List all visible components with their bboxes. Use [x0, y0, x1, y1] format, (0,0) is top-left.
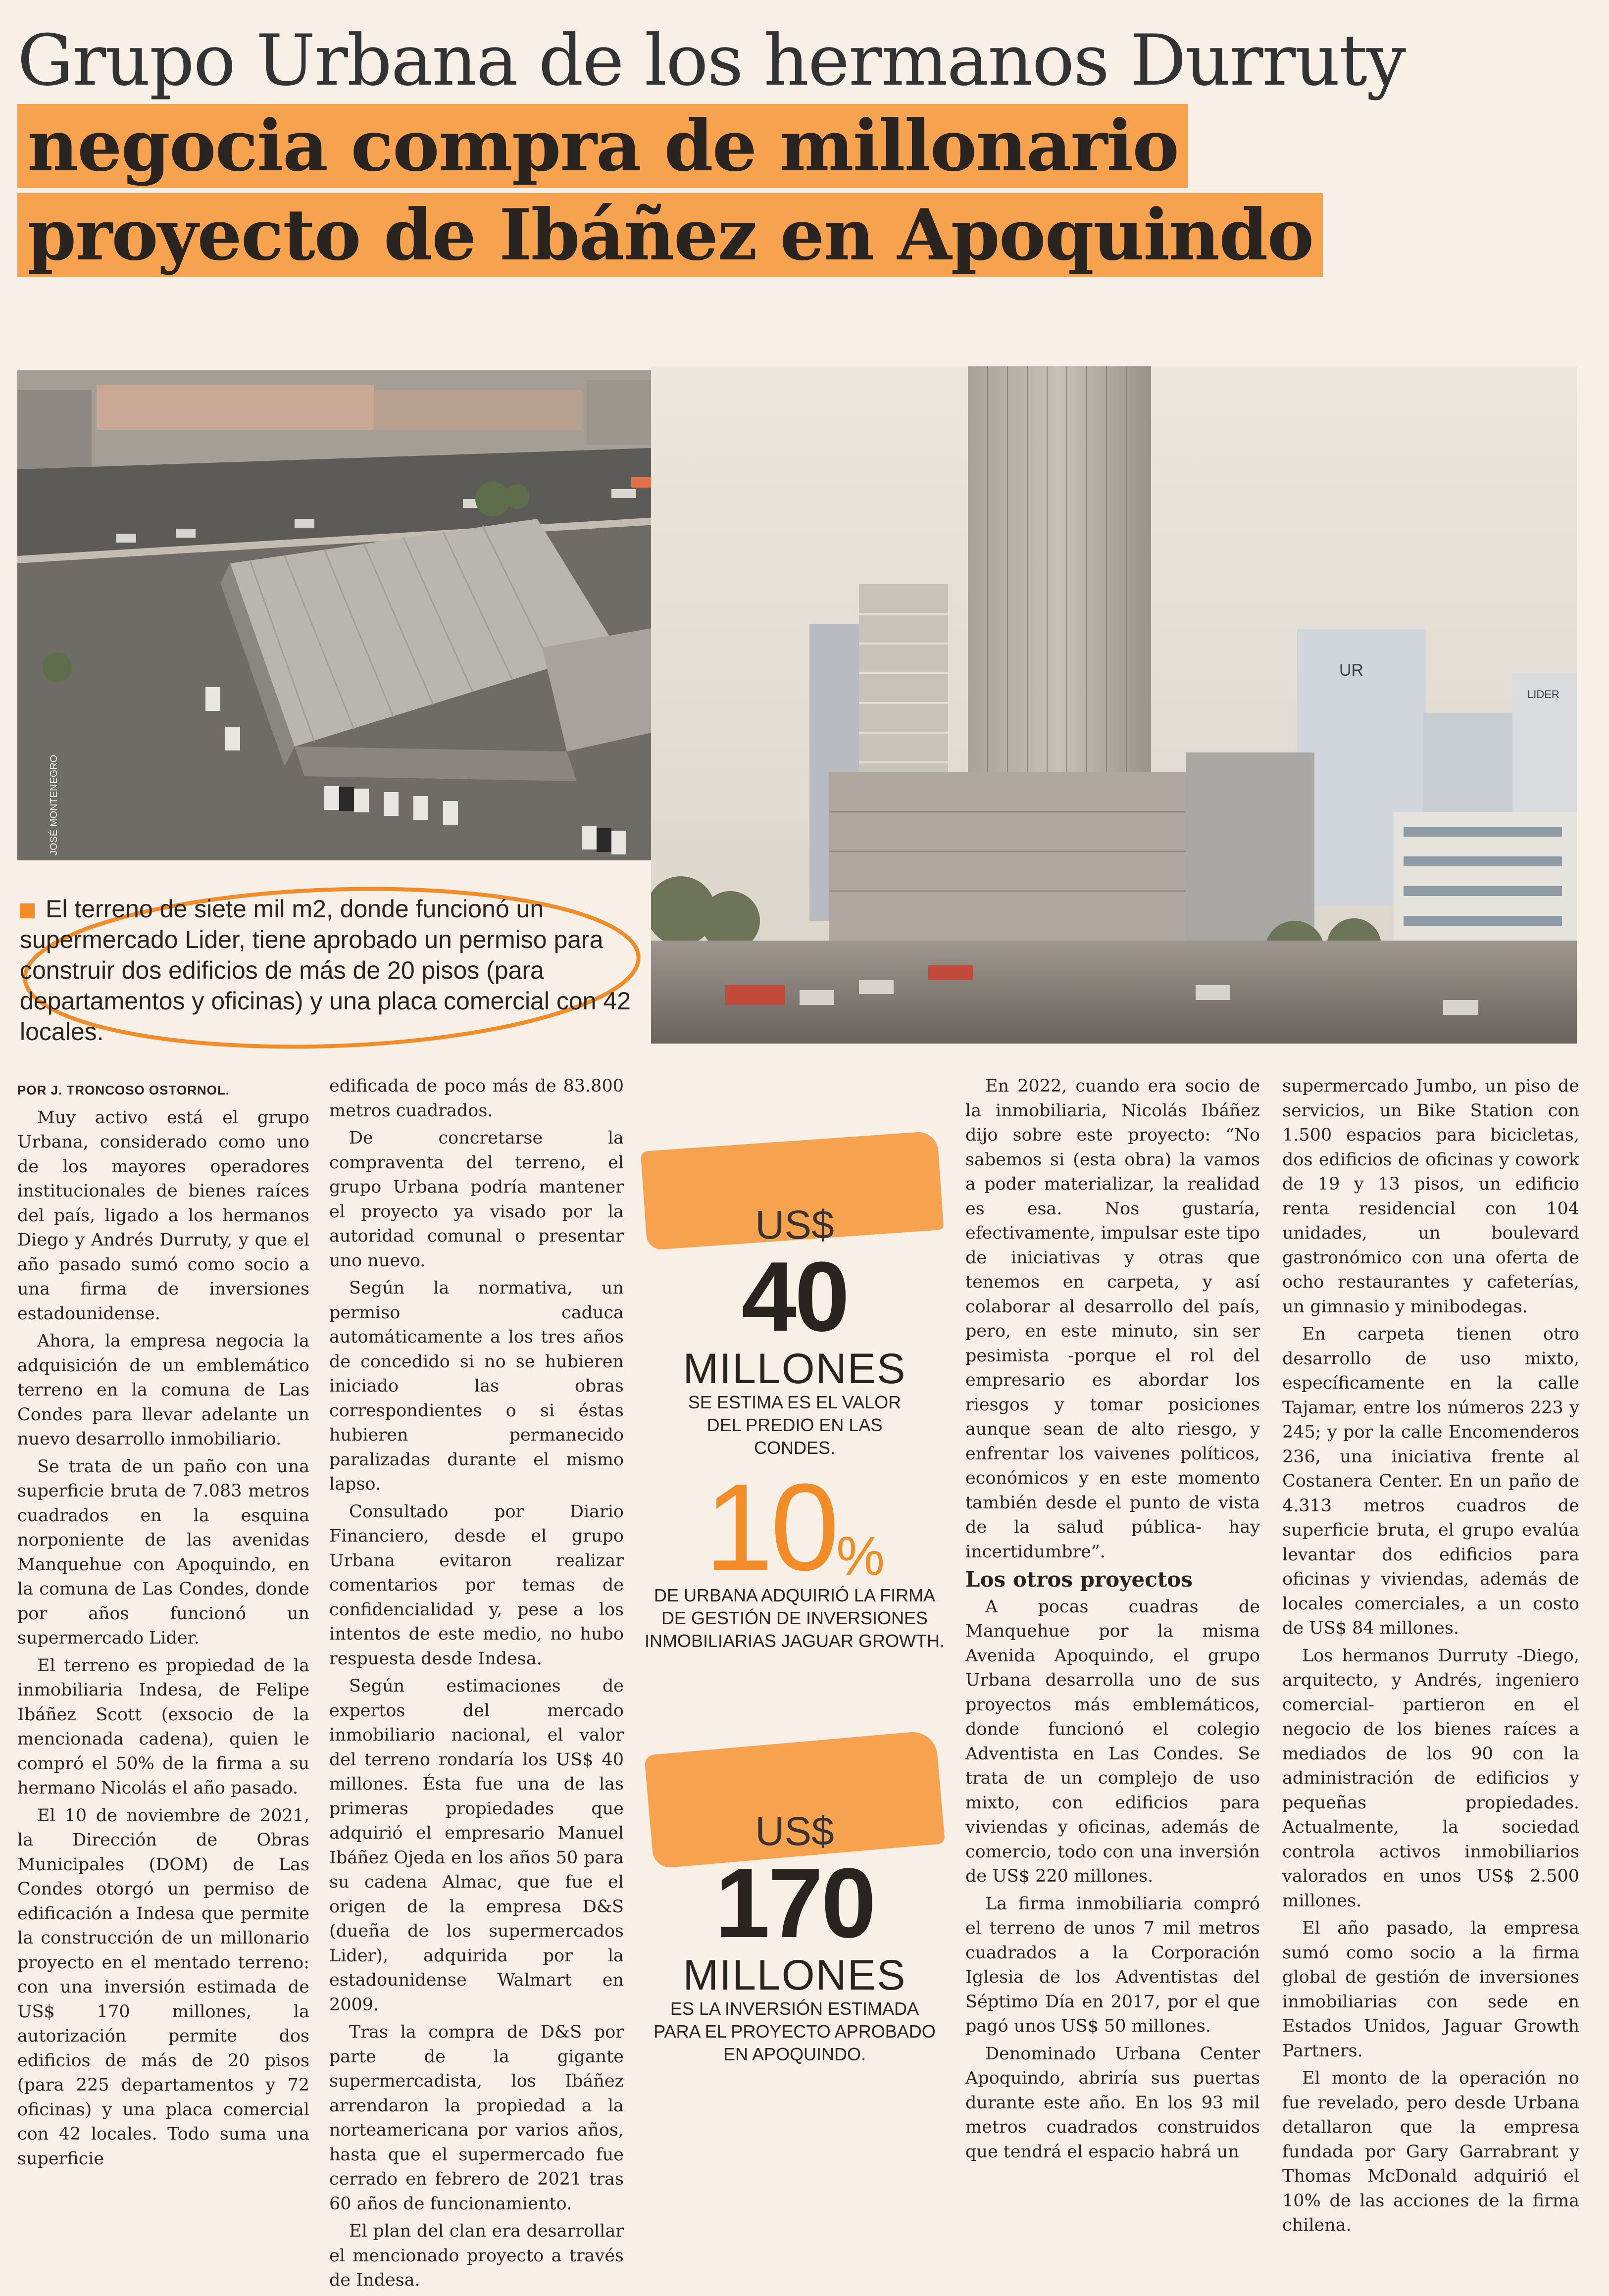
paragraph: Los hermanos Durruty -Diego, arquitecto, y Andrés, ingeniero comercial- partieron en el negocio de los bienes raíces a mediados de los 90 con la administración de edificios y pequeñas propiedades. Actualmente, la sociedad controla activos inmobiliarios valorados en unos US$ 2.500 millones. — [1282, 1646, 1579, 1911]
paragraph: edificada de poco más de 83.800 metros cuadrados. — [329, 1076, 624, 1121]
paragraph: En 2022, cuando era socio de la inmobiliaria, Nicolás Ibáñez dijo sobre este proyecto: “No sabemos si (esta obra) la vamos a poder materializar, la realidad es esa. Nos gustaría, efectivamente, impulsar este tipo de iniciativas y otras que tenemos en carpeta, y así colaborar al desarrollo del país, pero, en este minuto, sin ser pesimista -porque el rol del empresario es abordar los riesgos y tomar posiciones aunque sean de alto riesgo, y enfrentar los vaivenes políticos, económicos y en este momento también desde el punto de vista de la salud pública- hay incertidumbre”. — [965, 1076, 1260, 1562]
aerial-photo-illustration — [17, 370, 755, 860]
paragraph: Según la normativa, un permiso caduca automáticamente a los tres años de concedido si no se hubieren iniciado las obras correspondientes o si éstas hubieren permanecido paralizadas durante el mismo lapso. — [329, 1278, 624, 1494]
stat-currency: US$ — [755, 1202, 834, 1248]
headline-line-1: Grupo Urbana de los hermanos Durruty — [17, 20, 1406, 101]
headline-line-2: negocia compra de millonario — [17, 104, 1188, 188]
paragraph: Ahora, la empresa negocia la adquisición de un emblemático terreno en la comuna de Las Condes para llevar adelante un nuevo desarrollo inmobiliario. — [17, 1331, 309, 1449]
paragraph: De concretarse la compraventa del terreno, el grupo Urbana podría mantener el proyecto ya visado por la autoridad comunal o presentar uno nuevo. — [329, 1128, 624, 1271]
stat-40-millones — [639, 1104, 951, 1459]
paragraph: Se trata de un paño con una superficie bruta de 7.083 metros cuadrados en la esquina norponiente de las avenidas Manquehue con Apoquindo, en la comuna de Las Condes, donde por años funcionó un supermercado Lider. — [17, 1456, 309, 1648]
stat-number: 40 — [741, 1242, 848, 1352]
paragraph: El año pasado, la empresa sumó como socio a la firma global de gestión de inversiones inmobiliarias con sede en Estados Unidos, Jaguar Growth Partners. — [1282, 1918, 1579, 2061]
tower-sign: UR — [1339, 661, 1364, 680]
caption-text: El terreno de siete mil m2, donde funcionó un supermercado Lider, tiene aprobado un permiso para construir dos edificios de más de 20 pisos (para departamentos y oficinas) y una placa comercial con 42 locales. — [20, 895, 631, 1046]
paragraph: La firma inmobiliaria compró el terreno de unos 7 mil metros cuadrados a la Corporación Iglesia de los Adventistas del Séptimo Día en 2017, por el que pagó unos US$ 50 millones. — [965, 1894, 1260, 2036]
paragraph: El terreno es propiedad de la inmobiliaria Indesa, de Felipe Ibáñez Scott (exsocio de la mencionada cadena), quien le compró el 50% de la firma a su hermano Nicolás el año pasado. — [17, 1655, 309, 1798]
project-rendering — [651, 366, 1577, 1044]
paragraph: El 10 de noviembre de 2021, la Dirección de Obras Municipales (DOM) de Las Condes otorgó un permiso de edificación a Indesa que permite la construcción de un millonario proyecto en el mentado terreno: con una inversión estimada de US$ 170 millones, la autorización permite dos edificios de más de 20 pisos (para 225 departamentos y 72 oficinas) y una placa comercial con 42 locales. Todo suma una superficie — [17, 1805, 309, 2169]
headline-line-3: proyecto de Ibáñez en Apoquindo — [17, 193, 1323, 277]
byline: POR J. TRONCOSO OSTORNOL. — [17, 1083, 230, 1098]
stat-symbol: % — [836, 1526, 885, 1587]
paragraph: supermercado Jumbo, un piso de servicios, un Bike Station con 1.500 espacios para bicicletas, dos edificios de oficinas y cowork de 19 y 13 pisos, un edificio renta residencial con 104 unidades, un boulevard gastronómico con una oferta de ocho restaurantes y cafeterías, un gimnasio y minibodegas. — [1282, 1076, 1579, 1317]
paragraph: Tras la compra de D&S por parte de la gigante supermercadista, los Ibáñez arrendaron la propiedad a la norteamericana por varios años, hasta que el supermercado fue cerrado en febrero de 2021 tras 60 años de funcionamiento. — [329, 2022, 624, 2214]
stat-description: SE ESTIMA ES EL VALOR DEL PREDIO EN LAS CONDES. — [688, 1392, 902, 1458]
photo-caption — [20, 894, 644, 1047]
stat-currency: US$ — [755, 1809, 834, 1854]
paragraph: Denominado Urbana Center Apoquindo, abriría sus puertas durante este año. En los 93 mil metros cuadrados construidos que tendrá el espacio habrá un — [965, 2044, 1260, 2162]
paragraph: En carpeta tienen otro desarrollo de uso mixto, específicamente en la calle Tajamar, entre los números 223 y 245; y por la calle Encomenderos 236, una iniciativa frente al Costanera Center. En un paño de 4.313 metros cuadros de superficie bruta, el grupo evalúa levantar dos edificios para oficinas y viviendas, además de locales comerciales, a un costo de US$ 84 millones. — [1282, 1324, 1579, 1638]
building-sign: LIDER — [1527, 688, 1559, 700]
paragraph: Consultado por Diario Financiero, desde el grupo Urbana evitaron realizar comentarios por temas de confidencialidad y, pese a los intentos de este medio, no hubo respuesta desde Indesa. — [329, 1501, 624, 1669]
paragraph: Según estimaciones de expertos del mercado inmobiliario nacional, el valor del terreno rondaría los US$ 40 millones. Ésta fue una de las primeras propiedades que adquirió el empresario Manuel Ibáñez Ojeda en los años 50 para su cadena Almac, que fue el origen de la empresa D&S (dueña de los supermercados Lider), adquirida por la estadounidense Walmart en 2009. — [329, 1676, 624, 2015]
stat-unit: MILLONES — [683, 1345, 906, 1393]
stat-170-millones — [639, 1696, 951, 2066]
aerial-photo — [17, 370, 755, 860]
stat-description: ES LA INVERSIÓN ESTIMADA PARA EL PROYECTO APROBADO EN APOQUINDO. — [654, 1998, 936, 2064]
column-1 — [17, 1078, 309, 2174]
photo-credit: JOSÉ MONTENEGRO — [49, 754, 59, 855]
paragraph: El plan del clan era desarrollar el mencionado proyecto a través de Indesa. — [329, 2221, 624, 2290]
project-rendering-illustration — [651, 366, 1577, 1044]
stat-number: 170 — [715, 1848, 874, 1958]
paragraph: A pocas cuadras de Manquehue por la misma Avenida Apoquindo, el grupo Urbana desarrolla uno de sus proyectos más emblemáticos, donde funcionó el colegio Adventista en Las Condes. Se trata de un complejo de uso mixto, con edificios para viviendas y oficinas, además de comercio, todo con una inversión de US$ 220 millones. — [965, 1597, 1260, 1886]
stat-10-percent — [644, 1458, 946, 1652]
stat-description: DE URBANA ADQUIRIÓ LA FIRMA DE GESTIÓN DE INVERSIONES INMOBILIARIAS JAGUAR GROWTH. — [644, 1585, 945, 1651]
column-5 — [1282, 1074, 1579, 2241]
column-2 — [329, 1074, 624, 2296]
paragraph: Muy activo está el grupo Urbana, considerado como uno de los mayores operadores institucionales de bienes raíces del país, ligado a los hermanos Diego y Andrés Durruty, y que el año pasado sumó como socio a una firma de inversiones estadounidense. — [17, 1107, 309, 1324]
paragraph: El monto de la operación no fue revelado, pero desde Urbana detallaron que la empresa fundada por Gary Garrabrant y Thomas McDonald adquirió el 10% de las acciones de la firma chilena. — [1282, 2068, 1579, 2235]
subhead: Los otros proyectos — [965, 1567, 1193, 1592]
stat-number: 10 — [704, 1458, 837, 1596]
caption-bullet — [20, 903, 35, 918]
column-4 — [965, 1074, 1260, 2167]
stat-unit: MILLONES — [683, 1951, 906, 1999]
